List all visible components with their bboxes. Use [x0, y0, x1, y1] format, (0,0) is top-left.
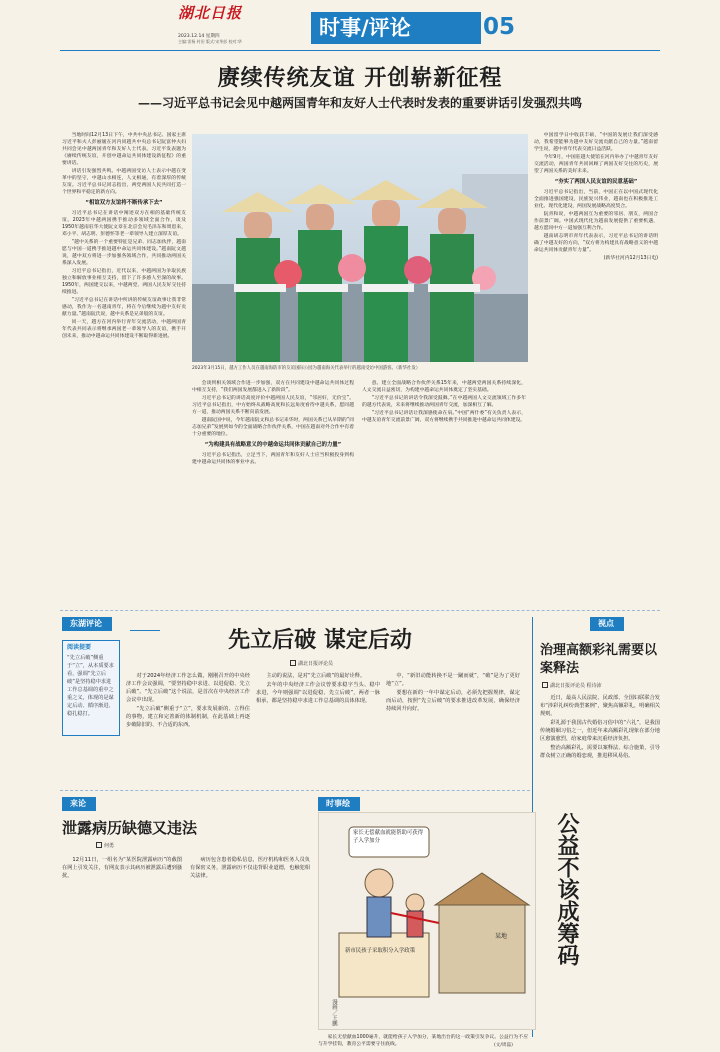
- paragraph: “习近平总书记的讲话令我深受鼓舞。”在中越两国人文交流领域工作多年的越方代表说，未来将继续推动两国青年交流，加深相互了解。: [362, 396, 526, 408]
- masthead: [178, 4, 540, 48]
- lead-column-3: [362, 380, 526, 604]
- paragraph: 12月11日，一组名为“某医院泄露病历”的截图在网上引发关注，有网友表示其病历被泄露后遭到骚扰。: [62, 857, 182, 879]
- cartoon-label-place: 某地: [495, 933, 508, 940]
- newspaper-logo: 湖北日报: [178, 4, 243, 22]
- paragraph: 中，“新旧动能转换不是一蹴而就”，“破”是为了更好地“立”。: [386, 673, 520, 687]
- paragraph: 阮青和说，中越两国互为重要的邻居、朋友，两国合作前景广阔。中国式现代化为越南发展提供了重要机遇，越方愿同中方一道加强互利合作。: [534, 212, 658, 231]
- subheading: “相谊双方友谊将不断传承下去”: [85, 200, 163, 206]
- section-divider: [60, 610, 660, 611]
- paragraph: 习近平总书记的讲话高度评价中越两国人民友谊，“邻居好，无价宝”。习近平总书记指出，中方始终从战略高度和长远角度看待中越关系，愿同越方一道，推动两国关系不断向前发展。: [192, 396, 354, 415]
- cartoon-illustration: [319, 813, 536, 1030]
- paragraph: 习近平总书记指出，当前，中国正在以中国式现代化全面推进强国建设，民族复兴伟业，越南也在积极推进工业化、现代化建设，两国发展战略高度契合。: [534, 190, 658, 209]
- cartoon-title: 公益不该成筹码: [554, 812, 580, 966]
- contribution-byline: [96, 842, 114, 850]
- issue-editors: 主编:雷杨 村田 版式:宋华彭 校对:华: [178, 39, 242, 44]
- issue-info: [178, 34, 308, 44]
- paragraph: 会谈到相关领域合作进一步加强，双方在共同建设中越命运共同体过程中相互支持，“我们两国发展都进入了新阶段”。: [192, 381, 354, 393]
- lead-subhead: ——习近平总书记会见中越两国青年和友好人士代表时发表的重要讲话引发强烈共鸣: [137, 96, 582, 110]
- paragraph: 要想在新的一年中谋定后动，必须先把握规律，谋定而后动，按照“先立后破”的要求推进改革发展，确保经济持续回升向好。: [386, 690, 520, 712]
- paragraph: 越南胡志明市青年代表表示，习近平总书记的讲话明确了中越友好的方向，“双方将为构建具有战略意义的中越命运共同体贡献青年力量”。: [534, 234, 658, 253]
- lead-column-2: [192, 380, 354, 604]
- tag-viewpoint: 视点: [590, 617, 624, 631]
- tag-donghu-commentary: 东湖评论: [62, 617, 112, 631]
- byline-text: 何勇: [104, 843, 115, 849]
- summary-title: 阅读提要: [67, 644, 92, 651]
- paragraph: 彩礼源于我国古代婚俗习俗中的“六礼”，是我国传统婚姻习俗之一，但近年来高额彩礼现象在部分地区愈演愈烈，给家庭带来沉重经济负担。: [540, 720, 660, 742]
- paragraph: 整治高额彩礼，需要以案释法、综合施策，引导群众树立正确的婚恋观，推进移风易俗。: [540, 745, 660, 759]
- tag-contribution: 来论: [62, 797, 96, 811]
- reading-summary-box: [62, 640, 120, 736]
- commentary-column-3: [386, 672, 520, 784]
- section-banner: 时事/评论: [311, 12, 481, 44]
- paragraph: “先立后破”侧重于“立”，要求发展新的、立得住的事物，建立和完善新的体制机制，在此基础上再逐步破除旧的、不合适的东西。: [126, 706, 250, 728]
- masthead-rule: [60, 50, 660, 51]
- lead-column-1: [62, 132, 186, 604]
- byline-text: 湖北日报评论员 程诗沛: [550, 683, 602, 689]
- photo-caption: 2023年3月15日，越方工作人员在越南海防市的友谊国际公园为越南海关代表举行的越南受访中国游客。（新华社发）: [192, 366, 421, 371]
- byline-box-icon: [96, 842, 102, 848]
- section-divider: [60, 790, 530, 791]
- byline-box-icon: [290, 660, 296, 666]
- paragraph: 病历包含患者隐私信息，医疗机构和医务人员负有保密义务，泄露病历不仅违背职业道德，也触犯相关法律。: [190, 857, 310, 879]
- paragraph: 中国留学日中收获丰硕，“中国的发展让我们深受感动，我希望能够为越中友好交流贡献自己的力量。”越南留学生说，越中青年代表交流日益活跃。: [534, 133, 658, 152]
- paragraph: 去年的中央经济工作会议曾要求稳字当头、稳中求进，今年则强调“以进促稳、先立后破”，两者一脉相承，都是坚持稳中求进工作总基调的具体体现。: [256, 682, 380, 704]
- commentary-byline: [290, 660, 333, 668]
- editorial-cartoon: [318, 812, 536, 1030]
- lead-headline: 赓续传统友谊 开创崭新征程: [217, 65, 503, 91]
- contribution-body: [62, 856, 310, 1036]
- paragraph: 主动的说法，是对“先立后破”的最好诠释。: [266, 673, 366, 679]
- paragraph: “越中关系的一个重要特征是兄弟、同志加伙伴，越南愿与中国一道携手推进越中命运共同体建设。”越南阮文越说，越中双方将进一步加强各领域合作，共同推动两国关系深入发展。: [62, 240, 186, 266]
- contribution-headline: 泄露病历缺德又违法: [62, 819, 198, 837]
- paragraph: 讲话引发强烈共鸣。中越两国受访人士表示中越在变革中的坚守，中越山水相连，人文相通，有着深厚的传统友谊。习近平总书记同志指出，两党两国人民共同打造一个世界和平稳定的新方向。: [62, 169, 186, 195]
- paragraph: 今年9月，中国驻越大使馆在河内举办了中越青年友好交流活动，两国青年共同回顾了两国友好交往的历史，展望了两国关系的美好未来。: [534, 155, 658, 174]
- cartoon-article-credit: (文/周磊): [494, 1043, 513, 1048]
- viewpoint-byline: [542, 682, 602, 690]
- cartoon-credit: 漫画／王鹏: [331, 999, 337, 1026]
- byline-text: 湖北日报评论员: [298, 661, 334, 667]
- paragraph: 当地时间12月13日下午，中共中央总书记、国家主席习近平和夫人彭丽媛在河内同越共中央总书记阮富仲夫妇共同会见中越两国青年和友好人士代表。习近平发表题为《赓续传统友谊，开创中越命运共同体建设新征程》的重要讲话。: [62, 133, 186, 166]
- photo-illustration: [192, 134, 528, 362]
- subheading: “为构建具有战略意义的中越命运共同体贡献自己的力量”: [204, 442, 342, 448]
- commentary-headline: 先立后破 谋定后动: [228, 627, 412, 653]
- paragraph: “习近平总书记在讲话中所讲的传统友谊故事让我非常感动，我作为一名越南青年，将在今后继续为越中友好贡献力量。”越南阮氏说，越中关系是兄弟般的友谊。: [62, 298, 186, 317]
- tag-rule: [130, 630, 160, 631]
- paragraph: 对于2024年经济工作怎么做，刚刚召开的中央经济工作会议强调，“要坚持稳中求进、以进促稳、先立后破”。“先立后破”这个说法，是首次在中央经济工作会议中出现。: [126, 673, 250, 703]
- paragraph: 意。建立全面战略合作伙伴关系15年来，中越两党两国关系持续深化，人文交流日益密切，为构建中越命运共同体奠定了坚实基础。: [362, 381, 526, 393]
- paragraph: 越南阮国中说，今年越南阮文和总书记来华时，两国关系已从早期的“同志加兄弟”发展到如今的全面战略合作伙伴关系，中国在越南对外合作中有着十分重要的地位。: [192, 418, 354, 437]
- cartoon-label-bubble: 家长无偿献血就能帮助可获得子入学加分: [353, 830, 424, 844]
- paragraph: 习近平总书记在讲话中阐述双方在相的基础传统友谊。2023年中越两国携手推动多领域全面合作，谈及1950年越南驻华大使阮文章在北京会见毛泽东和周恩来，邓小平、胡志明、彭德怀等老一辈领导人建立深厚友谊。: [62, 211, 186, 237]
- subheading: “夯实了两国人民友谊的民意基础”: [554, 179, 638, 185]
- paragraph: 近日，最高人民法院、民政部、全国妇联联合发布“涉彩礼纠纷典型案例”，聚焦高额彩礼，明确相关规则。: [540, 695, 660, 717]
- paragraph: 习近平总书记指出，近代以来，中越两国为争取民族独立和解放事业相互支持，留下了许多感人至深的故事。1950年，两国建交以来，中越两党、两国人民友好交往持续推进。: [62, 269, 186, 295]
- commentary-column-2: [256, 672, 380, 784]
- byline-box-icon: [542, 682, 548, 688]
- cartoon-label-sign: 新市民孩子采取积分入学政策: [345, 948, 416, 954]
- commentary-column-1: [126, 672, 250, 784]
- tag-current-cartoon: 时事绘: [318, 797, 360, 811]
- paragraph: “习近平总书记讲话让我深感使命在肩。”中国“两什委”有关负责人表示，中越友谊青年交流前景广阔，双方将继续携手共同推进中越命运共同体建设。: [362, 411, 526, 423]
- paragraph: 习近平总书记指出，立足当下，两国青年和友好人士应当积极投身到构建中越命运共同体的事业中去。: [192, 453, 354, 465]
- lead-column-4: [534, 132, 658, 604]
- paragraph: 家长无偿献血1000毫升，就能给孩子入学加分，某地出台的这一政策引发争议。公益行为不应与升学挂钩，教育公平需要守住底线。: [318, 1035, 528, 1047]
- issue-date: 2023.12.14 星期四: [178, 34, 220, 39]
- page-number: 05: [483, 14, 516, 40]
- viewpoint-headline: 治理高额彩礼需要以案释法: [540, 643, 658, 676]
- lead-photo: [192, 134, 528, 362]
- article-credit: (新华社河内12月13日电): [603, 256, 658, 261]
- summary-body: “先立后破”侧重于“立”，从本质要求看，强调“先立后破”是坚持稳中求进工作总基调的重中之重之义，体现的是谋定后动、循序渐进、稳扎稳打。: [67, 655, 114, 717]
- paragraph: 同一天，越方在河内举行青年交流活动，中越两国青年代表共同表示将继承两国老一辈领导人的友谊，携手开创未来，推动中越命运共同体建设不断取得新进展。: [62, 320, 186, 339]
